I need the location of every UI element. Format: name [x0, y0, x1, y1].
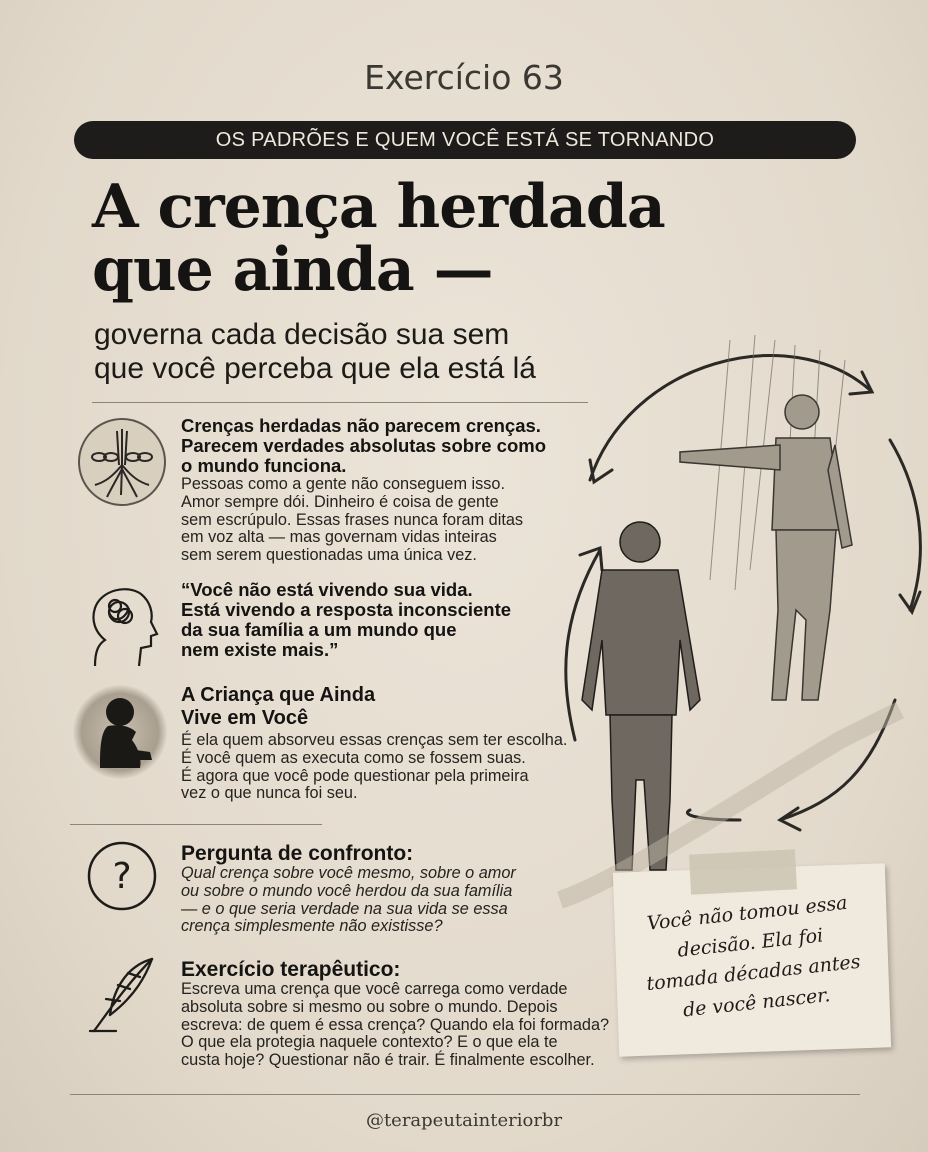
section-therapeutic: [181, 958, 631, 1070]
note-line: tomada décadas antes: [645, 950, 862, 996]
quote-line: da sua família a um mundo que: [181, 619, 457, 640]
quote-line: “Você não está vivendo sua vida.: [181, 579, 473, 600]
inner-child-body-line: vez o que nunca foi seu.: [181, 784, 358, 803]
note-line: de você nascer.: [681, 984, 832, 1022]
divider: [92, 402, 588, 403]
confront-body-line: ou sobre o mundo você herdou da sua família: [181, 881, 513, 900]
beliefs-heading-line: Parecem verdades absolutas sobre como: [181, 435, 547, 456]
note-line: decisão. Ela foi: [676, 924, 825, 962]
beliefs-body-line: sem escrúpulo. Essas frases nunca foram ditas: [181, 510, 524, 529]
confront-heading: Pergunta de confronto:: [181, 842, 414, 865]
beliefs-body-line: Pessoas como a gente não conseguem isso.: [181, 475, 506, 493]
feather-quill-icon: [86, 955, 158, 1035]
therapeutic-body-line: custa hoje? Questionar não é trair. É finalmente escolher.: [181, 1051, 595, 1070]
therapeutic-heading: Exercício terapêutico:: [181, 958, 401, 981]
family-quote: [181, 580, 601, 660]
subtitle-line-1: governa cada decisão sua sem: [94, 318, 510, 351]
chains-roots-icon: [77, 417, 167, 507]
inner-child-heading: [181, 684, 611, 730]
therapeutic-body: [181, 981, 631, 1070]
title-line-2: que ainda —: [92, 235, 493, 305]
section-confront: [181, 842, 611, 936]
question-circle-icon: [86, 840, 158, 912]
banner-text: OS PADRÕES E QUEM VOCÊ ESTÁ SE TORNANDO: [215, 128, 715, 151]
tape-strip: [689, 849, 797, 894]
quote-line: Está vivendo a resposta inconsciente: [181, 599, 512, 620]
svg-text:?: ?: [112, 856, 132, 897]
beliefs-heading-line: Crenças herdadas não parecem crenças.: [181, 415, 541, 436]
inner-child-body-line: É agora que você pode questionar pela primeira: [181, 766, 529, 785]
head-tangle-icon: [77, 580, 167, 670]
beliefs-heading-line: o mundo funciona.: [181, 455, 347, 476]
confront-body-line: — e o que seria verdade na sua vida se essa: [181, 899, 508, 918]
beliefs-heading: [181, 416, 601, 476]
social-handle[interactable]: @terapeutainteriorbr: [365, 1110, 563, 1131]
beliefs-body-line: sem serem questionadas uma única vez.: [181, 546, 477, 565]
child-silhouette-icon: [70, 682, 170, 782]
inner-child-body: [181, 732, 611, 803]
note-text: [624, 886, 879, 1031]
inner-child-body-line: É você quem as executa como se fossem suas.: [181, 748, 526, 767]
inner-child-body-line: É ela quem absorveu essas crenças sem ter escolha.: [181, 731, 568, 749]
therapeutic-body-line: absoluta sobre si mesmo ou sobre o mundo. Depois: [181, 997, 558, 1016]
beliefs-body-line: Amor sempre dói. Dinheiro é coisa de gente: [181, 492, 499, 511]
inner-child-heading-line: Vive em Você: [181, 707, 309, 729]
section-banner: [74, 121, 856, 159]
confront-body: [181, 865, 611, 936]
subtitle-line-2: que você perceba que ela está lá: [94, 352, 536, 385]
title-line-1: A crença herdada: [92, 172, 665, 242]
exercise-number: Exercício 63: [364, 58, 564, 97]
confront-body-line: crença simplesmente não existisse?: [181, 917, 443, 936]
beliefs-body-line: em voz alta — mas governam vidas inteiras: [181, 528, 497, 547]
therapeutic-body-line: escreva: de quem é essa crença? Quando ela foi formada?: [181, 1015, 610, 1034]
quote-line: nem existe mais.”: [181, 639, 339, 660]
divider: [70, 824, 322, 825]
page-title: [92, 172, 732, 305]
section-inner-child: [181, 684, 611, 803]
note-line: Você não tomou essa: [645, 891, 849, 935]
inner-child-heading-line: A Criança que Ainda: [181, 684, 376, 706]
therapeutic-body-line: O que ela protegia naquele contexto? E o que ela te: [181, 1033, 558, 1052]
footer-divider: [70, 1094, 860, 1095]
beliefs-body: [181, 476, 601, 565]
therapeutic-body-line: Escreva uma crença que você carrega como verdade: [181, 980, 568, 998]
section-beliefs: [181, 416, 601, 565]
sticky-note: [613, 863, 891, 1056]
confront-body-line: Qual crença sobre você mesmo, sobre o amor: [181, 864, 516, 882]
